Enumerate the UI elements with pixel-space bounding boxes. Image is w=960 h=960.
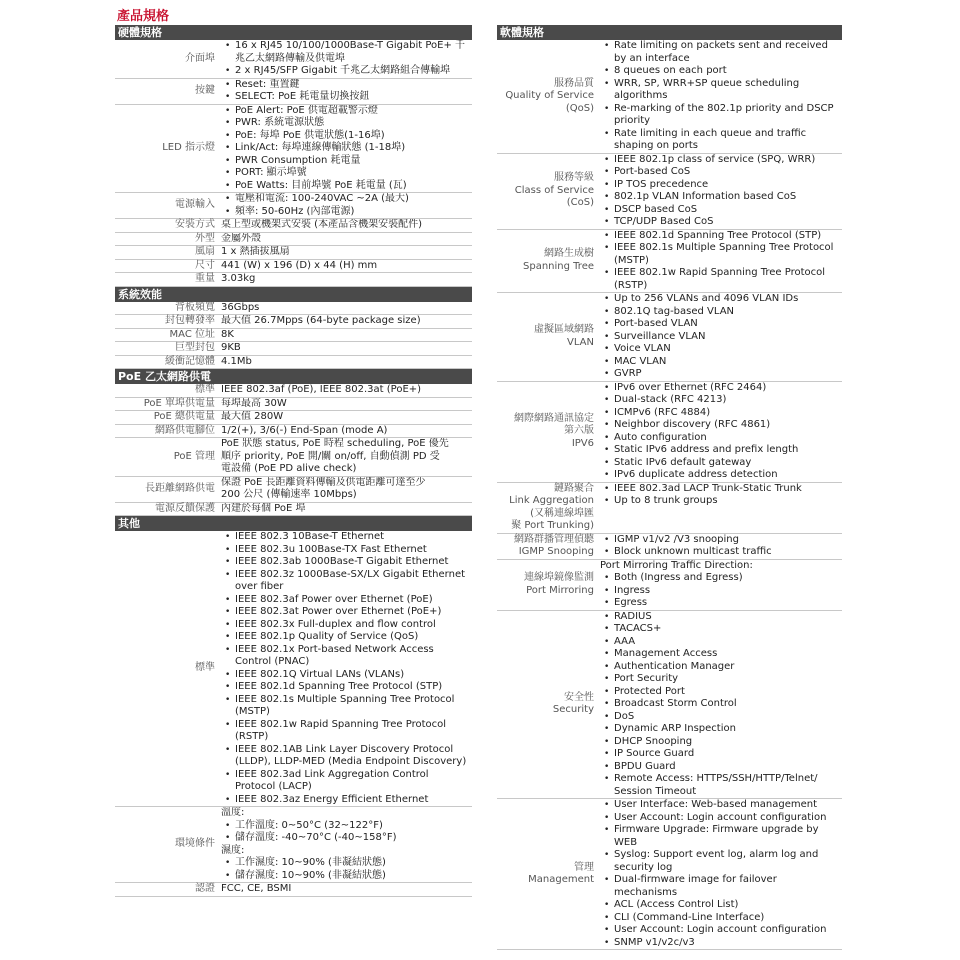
spec-list-item: • Dynamic ARP Inspection [614, 723, 842, 736]
spec-list [600, 382, 842, 482]
spec-list-item: • DoS [614, 711, 842, 724]
spec-value [219, 315, 472, 328]
spec-list-item: • Static IPv6 address and prefix length [614, 444, 842, 457]
spec-label-line: Port Mirroring [526, 584, 594, 596]
spec-list-item: • PoE Alert: PoE 供電超載警示燈 [235, 105, 472, 118]
spec-value [219, 273, 472, 286]
spec-label [115, 105, 219, 193]
spec-label-line: 網路供電腳位 [155, 424, 215, 436]
spec-list-item: • PWR: 系統電源狀態 [235, 117, 472, 130]
spec-text-line: FCC, CE, BSMI [221, 883, 292, 894]
spec-list-item: • SELECT: PoE 耗電量切換按鈕 [235, 91, 472, 104]
spec-row [115, 477, 472, 503]
env-list-item: • 儲存濕度: 10~90% (非凝結狀態) [235, 870, 472, 883]
spec-label [497, 230, 598, 293]
spec-value [219, 105, 472, 193]
spec-text-line: 內建於每個 PoE 埠 [221, 502, 306, 514]
spec-list [600, 611, 842, 799]
spec-text-line: 36Gbps [221, 301, 260, 313]
spec-list-item: • 電壓和電流: 100-240VAC ~2A (最大) [235, 193, 472, 206]
spec-label [497, 40, 598, 153]
spec-text-line: 1/2(+), 3/6(-) End-Span (mode A) [221, 424, 388, 436]
spec-list-item: • 802.1Q tag-based VLAN [614, 306, 842, 319]
spec-list-item: • IEEE 802.1p Quality of Service (QoS) [235, 631, 472, 644]
spec-list-item: • Port Security [614, 673, 842, 686]
spec-list-item: • CLI (Command-Line Interface) [614, 912, 842, 925]
spec-list-item: • Voice VLAN [614, 343, 842, 356]
spec-list-item: • Protected Port [614, 686, 842, 699]
spec-label-line: LED 指示燈 [162, 142, 215, 153]
spec-text-line: IEEE 802.3af (PoE), IEEE 802.3at (PoE+) [221, 384, 422, 395]
spec-label [497, 382, 598, 482]
spec-label-line: 安全性 [564, 691, 594, 703]
spec-list-item: • Reset: 重置鍵 [235, 79, 472, 92]
spec-list-item: • Dual-firmware image for failover mechanisms [614, 874, 842, 899]
spec-list [600, 230, 842, 293]
spec-label [115, 79, 219, 104]
spec-list [600, 483, 842, 508]
spec-list-item: • 2 x RJ45/SFP Gigabit 千兆乙太網路組合傳輸埠 [235, 65, 472, 78]
spec-list-item: • RADIUS [614, 611, 842, 624]
spec-text-line: 桌上型或機架式安裝 (本產品含機架安裝配件) [221, 219, 422, 230]
spec-label-line: 尺寸 [195, 259, 215, 271]
spec-label-line: 按鍵 [195, 84, 215, 96]
spec-row [497, 40, 842, 154]
spec-value [598, 534, 842, 559]
spec-label [115, 342, 219, 355]
spec-value [598, 611, 842, 799]
spec-text-line: 電設備 (PoE PD alive check) [221, 463, 357, 474]
spec-value [598, 40, 842, 153]
spec-value [598, 560, 842, 610]
spec-row [115, 342, 472, 356]
spec-text-line: 最大值 26.7Mpps (64-byte package size) [221, 315, 421, 326]
spec-row [115, 531, 472, 807]
spec-label [115, 315, 219, 328]
spec-row [115, 398, 472, 412]
spec-row [115, 260, 472, 274]
spec-row [115, 807, 472, 883]
spec-value [598, 483, 842, 533]
spec-list-item: • IEEE 802.1d Spanning Tree Protocol (STP) [235, 681, 472, 694]
spec-text-line: 順序 priority, PoE 開/關 on/off, 自動偵測 PD 受 [221, 450, 440, 462]
spec-label-line: 服務等級 [554, 172, 594, 184]
spec-list-item: • IEEE 802.1s Multiple Spanning Tree Protocol (MSTP) [235, 694, 472, 719]
env-list [221, 820, 472, 845]
spec-label [115, 398, 219, 411]
spec-text-line: 441 (W) x 196 (D) x 44 (H) mm [221, 259, 378, 271]
spec-value [219, 260, 472, 273]
spec-list-item: • ICMPv6 (RFC 4884) [614, 407, 842, 420]
spec-list [600, 534, 842, 559]
spec-list-item: • IGMP v1/v2 /V3 snooping [614, 534, 842, 547]
spec-list-item: • IEEE 802.3az Energy Efficient Ethernet [235, 794, 472, 807]
spec-label [115, 531, 219, 806]
spec-label [115, 246, 219, 259]
spec-list-item: • Broadcast Storm Control [614, 698, 842, 711]
spec-list-item: • AAA [614, 636, 842, 649]
spec-label [497, 483, 598, 533]
spec-list-item: • Management Access [614, 648, 842, 661]
spec-list-item: • Surveillance VLAN [614, 331, 842, 344]
spec-list [600, 799, 842, 949]
env-list-item: • 儲存溫度: -40~70°C (-40~158°F) [235, 832, 472, 845]
env-list [221, 857, 472, 882]
spec-list-item: • PoE Watts: 目前埠號 PoE 耗電量 (瓦) [235, 180, 472, 193]
spec-label [115, 193, 219, 218]
spec-list [600, 293, 842, 381]
spec-row [115, 233, 472, 247]
spec-list-item: • PoE: 每埠 PoE 供電狀態(1-16埠) [235, 130, 472, 143]
spec-list-item: • IEEE 802.3z 1000Base-SX/LX Gigabit Ethernet over fiber [235, 569, 472, 594]
spec-label-line: Link Aggregation [509, 495, 594, 506]
spec-value [598, 293, 842, 381]
spec-label-line: 環境條件 [175, 838, 215, 850]
spec-value [219, 531, 472, 806]
env-group-title: 濕度: [221, 844, 245, 856]
spec-list-item: • Block unknown multicast traffic [614, 546, 842, 559]
spec-value [219, 384, 472, 397]
spec-label-line: IPV6 [571, 437, 594, 449]
spec-list-item: • DHCP Snooping [614, 736, 842, 749]
spec-label-line: 長距離網路供電 [145, 482, 215, 494]
spec-value [219, 411, 472, 424]
spec-row [115, 40, 472, 79]
spec-label-line: 標準 [195, 384, 215, 395]
spec-list-item: • IEEE 802.1s Multiple Spanning Tree Protocol (MSTP) [614, 242, 842, 267]
env-group-title: 溫度: [221, 807, 245, 818]
spec-list-item: • SNMP v1/v2c/v3 [614, 937, 842, 950]
page-title: 產品規格 [117, 9, 170, 24]
spec-list-item: • Rate limiting on packets sent and received by an interface [614, 40, 842, 65]
spec-label [115, 503, 219, 516]
spec-list-item: • 802.1p VLAN Information based CoS [614, 191, 842, 204]
spec-list-item: • User Account: Login account configuration [614, 812, 842, 825]
spec-label [115, 384, 219, 397]
spec-label-line: PoE 總供電量 [153, 411, 215, 422]
spec-label-line: 第六版 [564, 425, 594, 437]
spec-label-line: 風扇 [195, 246, 215, 257]
spec-list-item: • IEEE 802.1x Port-based Network Access Control (PNAC) [235, 644, 472, 669]
spec-label-line: 封包轉發率 [165, 315, 215, 326]
spec-text-line: 3.03kg [221, 273, 256, 284]
spec-value [219, 193, 472, 218]
spec-list-item: • Up to 8 trunk groups [614, 495, 842, 508]
spec-label [115, 411, 219, 424]
env-list-item: • 工作溫度: 0~50°C (32~122°F) [235, 820, 472, 833]
spec-label [497, 154, 598, 229]
spec-label-line: 網際網路通訊協定 [514, 412, 594, 424]
spec-text-line: 8K [221, 328, 234, 340]
spec-value [219, 438, 472, 476]
spec-label-line: VLAN [567, 336, 594, 348]
spec-list-item: • 8 queues on each port [614, 65, 842, 78]
spec-list-item: • IP TOS precedence [614, 179, 842, 192]
spec-label [115, 356, 219, 369]
env-list-item: • 工作濕度: 10~90% (非凝結狀態) [235, 857, 472, 870]
spec-value [219, 477, 472, 502]
spec-label-line: 虛擬區域網路 [534, 324, 594, 336]
spec-label [115, 329, 219, 342]
spec-row [115, 273, 472, 287]
spec-text-line: PoE 狀態 status, PoE 時程 scheduling, PoE 優先 [221, 438, 449, 449]
spec-list-item: • TCP/UDP Based CoS [614, 216, 842, 229]
spec-list-item: • DSCP based CoS [614, 204, 842, 217]
spec-label-line: IGMP Snooping [518, 546, 594, 557]
spec-list-item: • PORT: 顯示埠號 [235, 167, 472, 180]
spec-list [221, 40, 472, 78]
spec-list [221, 193, 472, 218]
spec-list-item: • Re-marking of the 802.1p priority and DSCP priority [614, 103, 842, 128]
spec-list-item: • IEEE 802.1Q Virtual LANs (VLANs) [235, 669, 472, 682]
spec-label [497, 534, 598, 559]
spec-label-line: Class of Service [514, 184, 594, 196]
spec-label [497, 611, 598, 799]
spec-list-item: • IEEE 802.1p class of service (SPQ, WRR) [614, 154, 842, 167]
spec-text-line: 1 x 熱插拔風扇 [221, 246, 290, 257]
spec-label-line: Management [528, 874, 594, 885]
spec-label [497, 560, 598, 610]
spec-value [219, 398, 472, 411]
spec-label [115, 233, 219, 246]
spec-list [600, 40, 842, 153]
spec-list-item: • WRR, SP, WRR+SP queue scheduling algorithms [614, 78, 842, 103]
spec-row [115, 411, 472, 425]
spec-list-item: • Auto configuration [614, 432, 842, 445]
spec-text-line: 4.1Mb [221, 355, 252, 367]
spec-text-line: 金屬外殼 [221, 232, 261, 244]
spec-label-line: (又稱連線埠匯 [530, 507, 594, 519]
spec-list-item: • Both (Ingress and Egress) [614, 572, 842, 585]
spec-value [598, 382, 842, 482]
spec-list [221, 531, 472, 806]
spec-value [219, 246, 472, 259]
spec-row [497, 560, 842, 611]
spec-label-line: Security [552, 704, 594, 716]
spec-list [600, 154, 842, 229]
spec-value [219, 503, 472, 516]
spec-label [115, 219, 219, 232]
spec-value [219, 342, 472, 355]
spec-list-item: • IPv6 duplicate address detection [614, 469, 842, 482]
spec-row [497, 799, 842, 950]
spec-row [497, 483, 842, 534]
spec-label-line: 標準 [195, 662, 215, 674]
spec-list-item: • IEEE 802.3x Full-duplex and flow control [235, 619, 472, 632]
spec-value [219, 40, 472, 78]
spec-label-line: 背板頻寬 [175, 301, 215, 313]
spec-text-line: 最大值 280W [221, 411, 284, 422]
spec-list-item: • Syslog: Support event log, alarm log and security log [614, 849, 842, 874]
spec-label-line: 介面埠 [185, 52, 215, 64]
spec-list-item: • TACACS+ [614, 623, 842, 636]
spec-list-item: • IEEE 802.3 10Base-T Ethernet [235, 531, 472, 544]
spec-value [219, 233, 472, 246]
spec-row [115, 193, 472, 219]
spec-list-item: • Ingress [614, 585, 842, 598]
spec-list-item: • Egress [614, 597, 842, 610]
spec-row [115, 438, 472, 477]
spec-list-item: • IP Source Guard [614, 748, 842, 761]
spec-list-item: • IEEE 802.3ad Link Aggregation Control Protocol (LACP) [235, 769, 472, 794]
spec-list-item: • GVRP [614, 368, 842, 381]
spec-label-line: 連線埠鏡像監測 [524, 572, 594, 583]
spec-row [497, 534, 842, 560]
spec-list-item: • User Account: Login account configuration [614, 924, 842, 937]
spec-label-line: PoE 管理 [173, 450, 215, 462]
spec-list-item: • User Interface: Web-based management [614, 799, 842, 812]
spec-row [115, 356, 472, 370]
spec-row [497, 230, 842, 294]
spec-label-line: Spanning Tree [523, 260, 594, 272]
spec-label-line: 電源輸入 [175, 199, 215, 211]
hardware-column [115, 25, 472, 897]
mirror-title: Port Mirroring Traffic Direction: [600, 559, 753, 571]
spec-row [115, 329, 472, 343]
spec-list-item: • Port-based VLAN [614, 318, 842, 331]
spec-list-item: • BPDU Guard [614, 761, 842, 774]
spec-label-line: MAC 位址 [169, 328, 215, 340]
spec-value [219, 883, 472, 896]
spec-value [219, 356, 472, 369]
spec-label-line: 鏈路聚合 [554, 482, 594, 494]
spec-list-item: • IEEE 802.3at Power over Ethernet (PoE+) [235, 606, 472, 619]
spec-row [497, 611, 842, 800]
spec-label [115, 273, 219, 286]
spec-label [115, 302, 219, 315]
spec-row [115, 425, 472, 439]
spec-row [115, 302, 472, 316]
spec-row [497, 382, 842, 483]
spec-list-item: • PWR Consumption 耗電量 [235, 155, 472, 168]
hardware-section-header: 硬體規格 [115, 25, 472, 40]
spec-label-line: Quality of Service [505, 90, 594, 101]
spec-label-line: 巨型封包 [175, 342, 215, 353]
spec-value [219, 329, 472, 342]
spec-list [221, 105, 472, 193]
spec-value [598, 799, 842, 949]
spec-row [115, 503, 472, 517]
spec-label [115, 425, 219, 438]
spec-list [600, 572, 842, 610]
spec-label-line: 聚 Port Trunking) [511, 520, 594, 531]
spec-value [598, 230, 842, 293]
spec-list-item: • Link/Act: 每埠連線傳輸狀態 (1-18埠) [235, 142, 472, 155]
spec-label [115, 438, 219, 476]
spec-label [115, 260, 219, 273]
spec-label-line: 網路群播管理偵聽 [514, 533, 594, 545]
software-column [497, 25, 842, 950]
spec-list-item: • Neighbor discovery (RFC 4861) [614, 419, 842, 432]
spec-list-item: • IEEE 802.3u 100Base-TX Fast Ethernet [235, 544, 472, 557]
spec-row [115, 246, 472, 260]
spec-row [115, 883, 472, 897]
spec-list-item: • Rate limiting in each queue and traffic shaping on ports [614, 128, 842, 153]
spec-row [115, 79, 472, 105]
spec-label-line: 安裝方式 [175, 219, 215, 230]
spec-list-item: • Static IPv6 default gateway [614, 457, 842, 470]
spec-value [219, 425, 472, 438]
spec-value [219, 302, 472, 315]
spec-text-line: 每埠最高 30W [221, 397, 287, 409]
spec-row [115, 219, 472, 233]
spec-row [115, 315, 472, 329]
spec-list-item: • IEEE 802.3af Power over Ethernet (PoE) [235, 594, 472, 607]
spec-value [219, 219, 472, 232]
spec-list-item: • IPv6 over Ethernet (RFC 2464) [614, 382, 842, 395]
spec-label-line: 認證 [195, 883, 215, 894]
spec-label [115, 477, 219, 502]
spec-text-line: 保證 PoE 長距離資料傳輸及供電距離可達至少 [221, 476, 426, 488]
spec-label-line: 管理 [574, 861, 594, 873]
spec-label-line: (QoS) [565, 102, 594, 114]
spec-row [497, 154, 842, 230]
poe-section-header: PoE 乙太網路供電 [115, 369, 472, 384]
spec-list-item: • IEEE 802.1AB Link Layer Discovery Protocol (LLDP), LLDP-MED (Media Endpoint Discovery) [235, 744, 472, 769]
spec-list-item: • IEEE 802.1w Rapid Spanning Tree Protocol (RSTP) [235, 719, 472, 744]
performance-section-header: 系統效能 [115, 287, 472, 302]
spec-text-line: 9KB [221, 342, 241, 353]
spec-row [115, 105, 472, 194]
spec-row [497, 293, 842, 382]
spec-label [115, 807, 219, 882]
spec-label-line: (CoS) [566, 197, 594, 209]
spec-label-line: 外型 [195, 232, 215, 244]
spec-label [497, 293, 598, 381]
software-section-header: 軟體規格 [497, 25, 842, 40]
spec-label [115, 40, 219, 78]
spec-list-item: • 16 x RJ45 10/100/1000Base-T Gigabit PoE+ 千兆乙太網路傳輸及供電埠 [235, 40, 472, 65]
spec-list [221, 79, 472, 104]
spec-list-item: • Port-based CoS [614, 166, 842, 179]
spec-label-line: 緩衝記憶體 [165, 355, 215, 367]
spec-list-item: • Firmware Upgrade: Firmware upgrade by WEB [614, 824, 842, 849]
spec-value [219, 807, 472, 882]
spec-value [598, 154, 842, 229]
spec-value [219, 79, 472, 104]
spec-list-item: • Authentication Manager [614, 661, 842, 674]
spec-list-item: • IEEE 802.3ad LACP Trunk-Static Trunk [614, 483, 842, 496]
other-section-header: 其他 [115, 516, 472, 531]
spec-list-item: • IEEE 802.1d Spanning Tree Protocol (STP) [614, 230, 842, 243]
spec-list-item: • MAC VLAN [614, 356, 842, 369]
spec-list-item: • IEEE 802.3ab 1000Base-T Gigabit Ethernet [235, 556, 472, 569]
spec-list-item: • Up to 256 VLANs and 4096 VLAN IDs [614, 293, 842, 306]
spec-label-line: 服務品質 [554, 77, 594, 89]
spec-label [115, 883, 219, 896]
spec-list-item: • Dual-stack (RFC 4213) [614, 394, 842, 407]
spec-list-item: • Remote Access: HTTPS/SSH/HTTP/Telnet/ Session Timeout [614, 773, 842, 798]
spec-label [497, 799, 598, 949]
spec-label-line: 重量 [195, 273, 215, 284]
spec-list-item: • 頻率: 50-60Hz (內部電源) [235, 206, 472, 219]
spec-row [115, 384, 472, 398]
spec-list-item: • IEEE 802.1w Rapid Spanning Tree Protocol (RSTP) [614, 267, 842, 292]
spec-label-line: 網路生成樹 [544, 248, 594, 260]
spec-text-line: 200 公尺 (傳輸速率 10Mbps) [221, 489, 357, 500]
spec-label-line: PoE 單埠供電量 [143, 397, 215, 409]
spec-label-line: 電源反饋保護 [155, 502, 215, 514]
spec-list-item: • ACL (Access Control List) [614, 899, 842, 912]
